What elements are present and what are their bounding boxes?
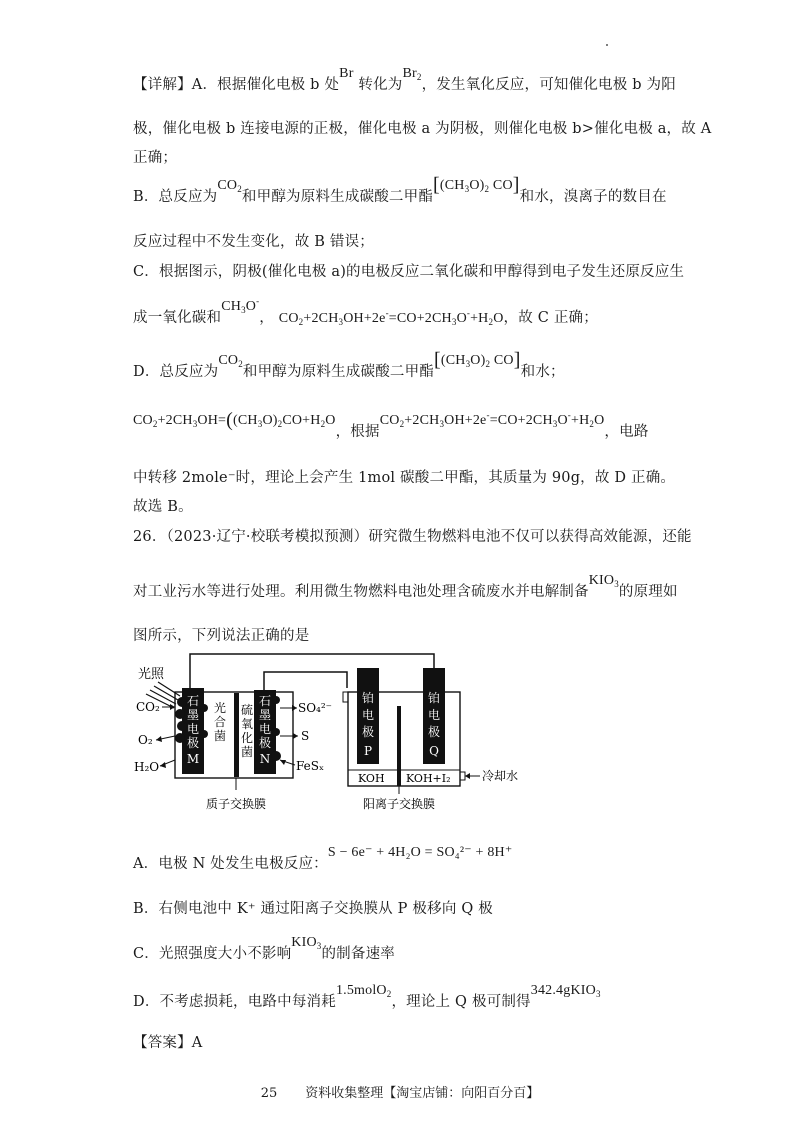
svg-text:极: 极: [427, 725, 441, 739]
text-line: 对工业污水等进行处理。利用微生物燃料电池处理含硫废水并电解制备$KIO_3$的原理如: [133, 573, 678, 600]
electrolysis-diagram: [130, 648, 550, 820]
s-label: S: [301, 729, 310, 743]
text-line: 故选 B。: [133, 499, 193, 515]
text-line: B．总反应为$CO_2$和甲醇为原料生成碳酸二甲酯[$(CH_3O)_2$ CO]和水，溴离子的数目在: [133, 174, 667, 205]
bacteria-1-label: 光: [213, 701, 227, 715]
text-line: $CO_2+2CH_3OH=((CH_3O)_2CO+H_2O$，根据$CO_2+2CH_3OH+2e^-=CO+2CH_3O^-+H_2O$，电路: [133, 409, 649, 440]
bacteria-2-label: 硫: [240, 703, 254, 717]
svg-text:Q: Q: [429, 744, 439, 758]
text-line: 正确；: [133, 150, 178, 166]
page-footer: [0, 1082, 800, 1101]
h2o-label: H₂O: [134, 760, 160, 774]
electrode-n-label: 石: [258, 694, 272, 708]
electrode-p-label: 铂: [361, 691, 375, 705]
svg-text:合: 合: [213, 715, 227, 729]
text-line: 反应过程中不发生变化，故 B 错误；: [133, 234, 374, 250]
text-line: 【详解】A．根据催化电极 b 处Br 转化为$Br_2$，发生氧化反应，可知催化电极 b 为阳: [133, 66, 676, 93]
option-b: B．右侧电池中 K⁺ 通过阳离子交换膜从 P 极移向 Q 极: [133, 901, 493, 917]
page-number: 25: [260, 1086, 278, 1101]
light-label: 光照: [138, 667, 165, 682]
svg-text:墨: 墨: [258, 708, 272, 722]
cooling-water-label: 冷却水: [482, 769, 519, 783]
svg-text:电: 电: [361, 708, 375, 722]
text-line: 成一氧化碳和$CH_3O^-$， $CO_2+2CH_3OH+2e^-=CO+2CH_3O^-+H_2O$，故 C 正确；: [133, 296, 598, 327]
svg-text:菌: 菌: [240, 745, 254, 759]
text-line: D．总反应为$CO_2$和甲醇为原料生成碳酸二甲酯[$(CH_3O)_2$ CO]和水；: [133, 349, 565, 380]
electrode-m-label: 石: [186, 694, 200, 708]
svg-text:M: M: [186, 752, 200, 766]
text-line: C．根据图示，阴极(催化电极 a)的电极反应二氧化碳和甲醇得到电子发生还原反应生: [133, 264, 685, 280]
pem-label: 质子交换膜: [205, 797, 267, 811]
option-c: C．光照强度大小不影响$KIO_3$的制备速率: [133, 935, 395, 962]
so4-label: SO₄²⁻: [298, 701, 333, 715]
text-line: 极，催化电极 b 连接电源的正极，催化电极 a 为阴极，则催化电极 b>催化电极 a，故 A: [133, 121, 712, 137]
svg-text:电: 电: [258, 722, 272, 736]
footer-text: 资料收集整理【淘宝店铺：向阳百分百】: [305, 1086, 540, 1101]
koh-i2-label: KOH+I₂: [406, 772, 451, 785]
svg-text:极: 极: [361, 725, 375, 739]
cem-label: 阳离子交换膜: [362, 797, 436, 811]
svg-text:电: 电: [427, 708, 441, 722]
o2-label: O₂: [138, 733, 153, 747]
option-d: D．不考虑损耗，电路中每消耗1.5molO$_2$，理论上 Q 极可制得342.4gKIO$_3$: [133, 983, 601, 1010]
electrode-q-label: 铂: [427, 691, 441, 705]
svg-text:化: 化: [240, 731, 254, 745]
co2-label: CO₂: [136, 700, 160, 714]
svg-text:极: 极: [186, 736, 200, 750]
svg-text:菌: 菌: [213, 729, 227, 743]
svg-text:P: P: [363, 744, 373, 758]
text-line: 中转移 2mole⁻时，理论上会产生 1mol 碳酸二甲酯，其质量为 90g，故 D 正确。: [133, 470, 676, 486]
svg-text:极: 极: [258, 736, 272, 750]
text-line: 图所示，下列说法正确的是: [133, 628, 310, 644]
svg-text:N: N: [259, 752, 271, 766]
scan-dot: [606, 44, 608, 46]
fes-label: FeSₓ: [296, 759, 325, 773]
svg-text:电: 电: [186, 722, 200, 736]
question-title: 26．（2023·辽宁·校联考模拟预测）研究微生物燃料电池不仅可以获得高效能源，还能: [133, 529, 692, 545]
koh-label: KOH: [358, 772, 385, 785]
svg-text:墨: 墨: [186, 708, 200, 722]
answer: 【答案】A: [133, 1035, 203, 1051]
option-a: A．电极 N 处发生电极反应：S − 6e⁻ + 4H₂O = SO₄²⁻ + 8H⁺: [133, 845, 513, 872]
svg-text:氧: 氧: [240, 717, 254, 731]
